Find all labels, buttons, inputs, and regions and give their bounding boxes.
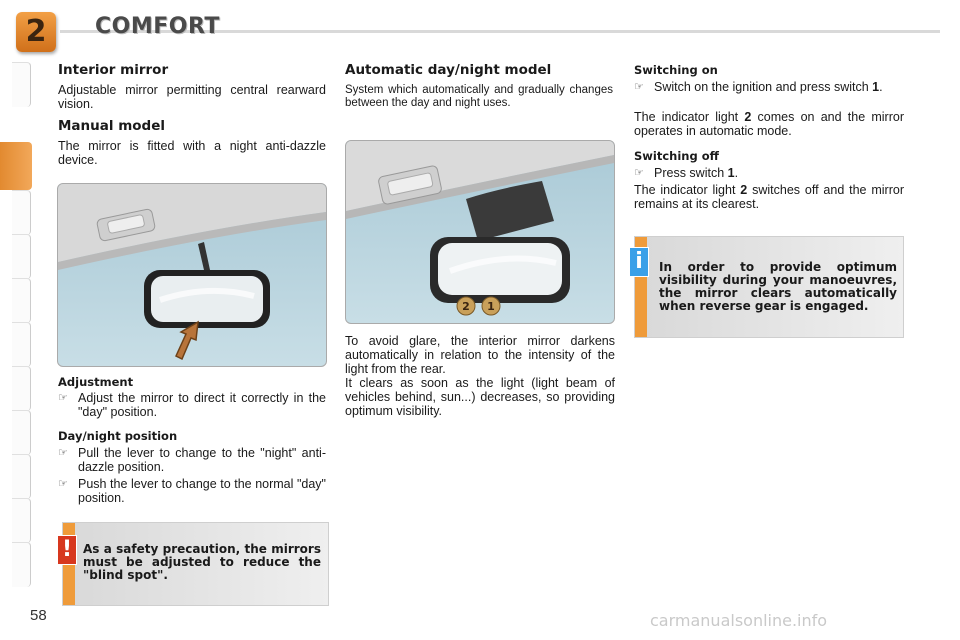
manual-model-heading: Manual model — [58, 118, 165, 134]
chapter-tab-active[interactable] — [0, 142, 32, 190]
watermark: carmanualsonline.info — [650, 611, 828, 630]
day-night-bullet — [58, 477, 326, 507]
hand-pointer-icon: ☞ — [58, 478, 68, 490]
chapter-tab[interactable] — [12, 190, 31, 235]
auto-mirror-drawing — [346, 141, 614, 323]
hand-pointer-icon: ☞ — [634, 167, 644, 179]
switching-off-item — [654, 166, 904, 180]
indicator-number: 2 — [744, 110, 752, 124]
callout-2: 2 — [462, 300, 470, 313]
switching-on-item-text: Switch on the ignition and press switch — [654, 80, 873, 94]
switching-on-heading: Switching on — [634, 63, 718, 77]
interior-mirror-heading: Interior mirror — [58, 62, 169, 78]
hand-pointer-icon: ☞ — [58, 392, 68, 404]
day-night-heading: Day/night position — [58, 429, 178, 443]
chapter-number: 2 — [25, 14, 47, 49]
day-night-day-text: Push the lever to change to the normal "day" position. — [78, 477, 326, 505]
chapter-tab-rail — [0, 62, 34, 574]
switching-off-item-end: . — [734, 166, 739, 180]
page-title: COMFORT — [95, 14, 220, 39]
day-night-night-text: Pull the lever to change to the "night" anti-dazzle position. — [78, 446, 326, 474]
callout-1: 1 — [487, 300, 495, 313]
interior-mirror-text: Adjustable mirror permitting central rearward vision. — [58, 83, 326, 111]
warning-note — [62, 522, 329, 606]
switching-on-item-end: . — [879, 80, 883, 94]
switching-off-text — [634, 183, 904, 211]
chapter-tab[interactable] — [12, 322, 31, 367]
switching-off-item-text: Press switch — [654, 166, 728, 180]
indicator-number: 2 — [740, 183, 748, 197]
auto-model-heading: Automatic day/night model — [345, 62, 552, 78]
switching-on-text — [634, 110, 904, 138]
hand-pointer-icon: ☞ — [634, 81, 644, 93]
switching-on-item — [654, 80, 904, 94]
manual-mirror-illustration — [57, 183, 327, 367]
info-note-text: In order to provide optimum visibility during your manoeuvres, the mirror clears automatically when reverse gear is engaged. — [659, 260, 897, 313]
adjustment-heading: Adjustment — [58, 375, 134, 389]
auto-model-intro: System which automatically and gradually changes between the day and night uses. — [345, 84, 613, 109]
info-icon: i — [629, 247, 649, 277]
manual-model-text: The mirror is fitted with a night anti-dazzle device. — [58, 139, 326, 167]
switching-on-text-start: The indicator light — [634, 110, 745, 124]
chapter-tab[interactable] — [12, 410, 31, 455]
chapter-tab[interactable] — [12, 542, 31, 587]
auto-model-text-1: To avoid glare, the interior mirror darkens automatically in relation to the intensity of the light from the rear. — [345, 334, 615, 376]
hand-pointer-icon: ☞ — [58, 447, 68, 459]
chapter-tab[interactable] — [12, 498, 31, 543]
auto-model-text-2: It clears as soon as the light (light beam of vehicles behind, sun...) decreases, so providing optimum visibility. — [345, 376, 615, 418]
adjustment-text: Adjust the mirror to direct it correctly in the "day" position. — [78, 391, 326, 419]
switching-off-bullet — [634, 166, 904, 182]
auto-mirror-illustration — [345, 140, 615, 324]
chapter-tab[interactable] — [12, 278, 31, 323]
switching-on-text-end: comes on and the mirror operates in automatic mode. — [634, 110, 904, 138]
chapter-tab[interactable] — [12, 234, 31, 279]
switching-on-bullet — [634, 80, 904, 110]
info-note — [634, 236, 904, 338]
chapter-tab[interactable] — [12, 454, 31, 499]
warning-note-text: As a safety precaution, the mirrors must be adjusted to reduce the "blind spot". — [83, 542, 321, 582]
day-night-bullet — [58, 446, 326, 476]
chapter-tab[interactable] — [12, 62, 31, 107]
switching-off-text-start: The indicator light — [634, 183, 741, 197]
chapter-badge — [16, 12, 56, 52]
manual-mirror-drawing — [58, 184, 326, 366]
switching-off-text-end: switches off and the mirror remains at its clearest. — [634, 183, 904, 211]
switch-number: 1 — [727, 166, 735, 180]
adjustment-bullet — [58, 391, 326, 421]
page-number: 58 — [30, 607, 47, 624]
chapter-tab[interactable] — [12, 366, 31, 411]
exclamation-icon: ! — [57, 535, 77, 565]
switch-number: 1 — [872, 80, 880, 94]
switching-off-heading: Switching off — [634, 149, 719, 163]
